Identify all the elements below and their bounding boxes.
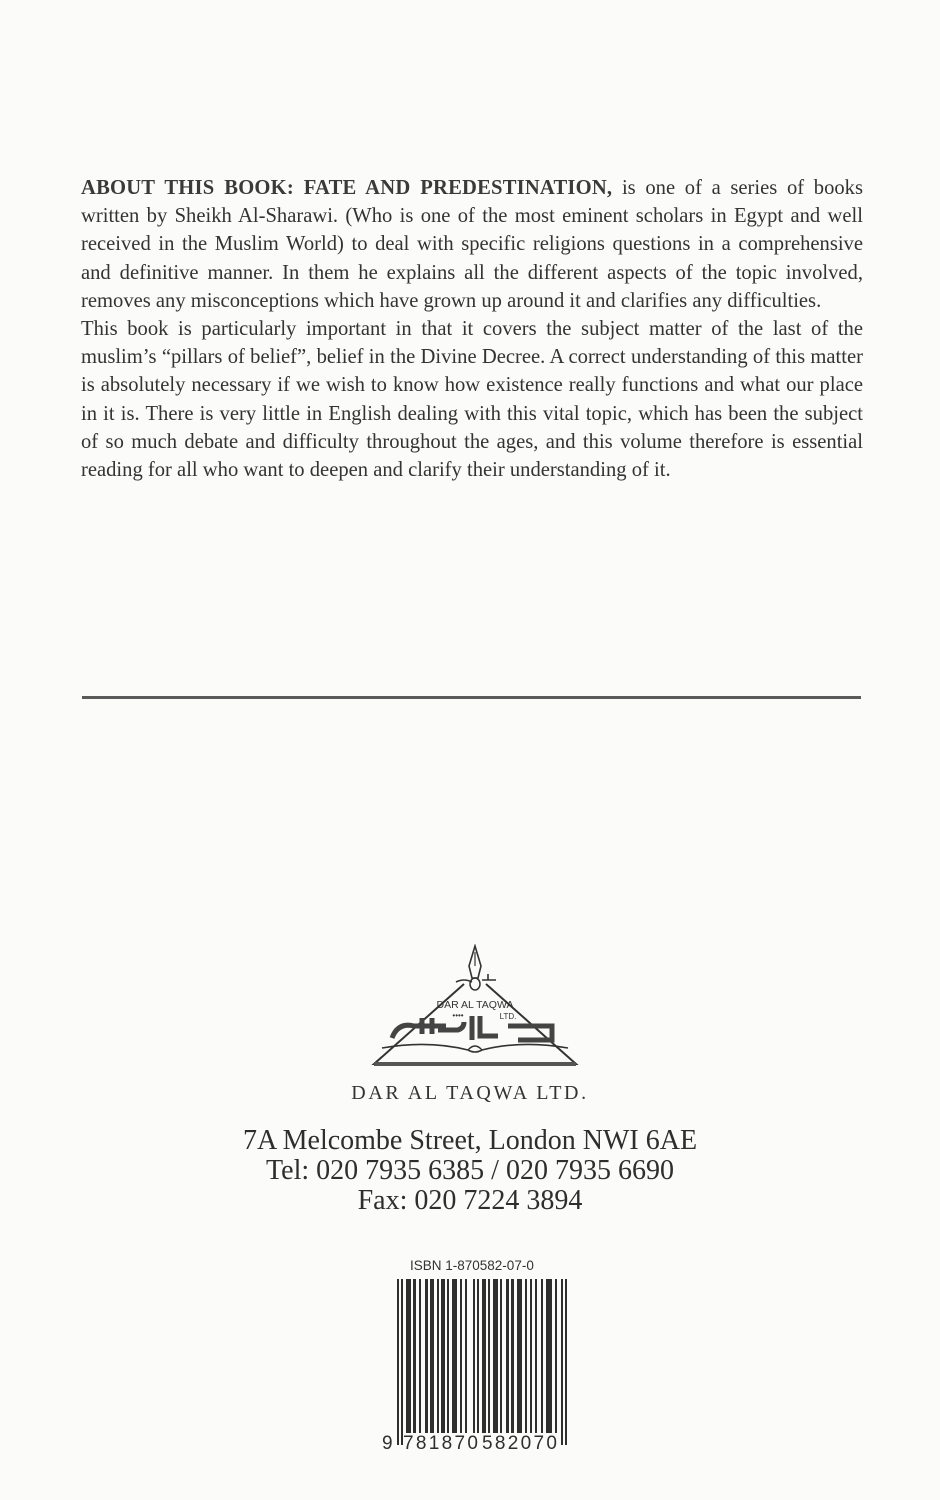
- description-paragraph-1-text: is one of a series of books written by Sheikh Al-Sharawi. (Who is one of the most eminent scholars in Egypt and well received in the Muslim World) to deal with specific religions questions in a comprehensive and definitive manner. In them he explains all the different aspects of the topic involved, removes any misconceptions which have grown up around it and clarifies any difficulties.: [81, 177, 863, 312]
- description-paragraph-1: [81, 174, 863, 315]
- description-lead-title: ABOUT THIS BOOK: FATE AND PREDESTINATION,: [81, 177, 613, 199]
- logo-text-dar-al-taqwa: DAR AL TAQWA: [436, 999, 514, 1011]
- publisher-address: 7A Melcombe Street, London NWI 6AE: [242, 1125, 698, 1156]
- description-paragraph-2: This book is particularly important in that it covers the subject matter of the last of the muslim’s “pillars of belief”, belief in the Divine Decree. A correct understanding of this matter is absolutely necessary if we wish to know how existence really functions and what our place in it is. There is very little in English dealing with this vital topic, which has been the subject of so much debate and difficulty throughout the ages, and this volume therefore is essential reading for all who want to deepen and clarify their understanding of it.: [81, 318, 863, 482]
- book-description: [81, 174, 863, 484]
- barcode-digits-right: 582070: [482, 1433, 560, 1454]
- isbn-label: ISBN 1-870582-07-0: [410, 1258, 534, 1273]
- barcode-icon: [380, 1279, 580, 1449]
- publisher-name: DAR AL TAQWA LTD.: [351, 1082, 589, 1104]
- logo-stars: ••••: [452, 1011, 464, 1020]
- publisher-fax: Fax: 020 7224 3894: [357, 1185, 583, 1216]
- barcode-digits-left: 781870: [403, 1433, 481, 1454]
- publisher-logo-icon: [368, 944, 582, 1070]
- horizontal-divider: [82, 696, 861, 699]
- publisher-tel: Tel: 020 7935 6385 / 020 7935 6690: [266, 1155, 674, 1186]
- publisher-contact: [0, 1126, 940, 1216]
- logo-text-ltd: LTD.: [499, 1012, 517, 1021]
- barcode-first-digit: 9: [382, 1433, 395, 1454]
